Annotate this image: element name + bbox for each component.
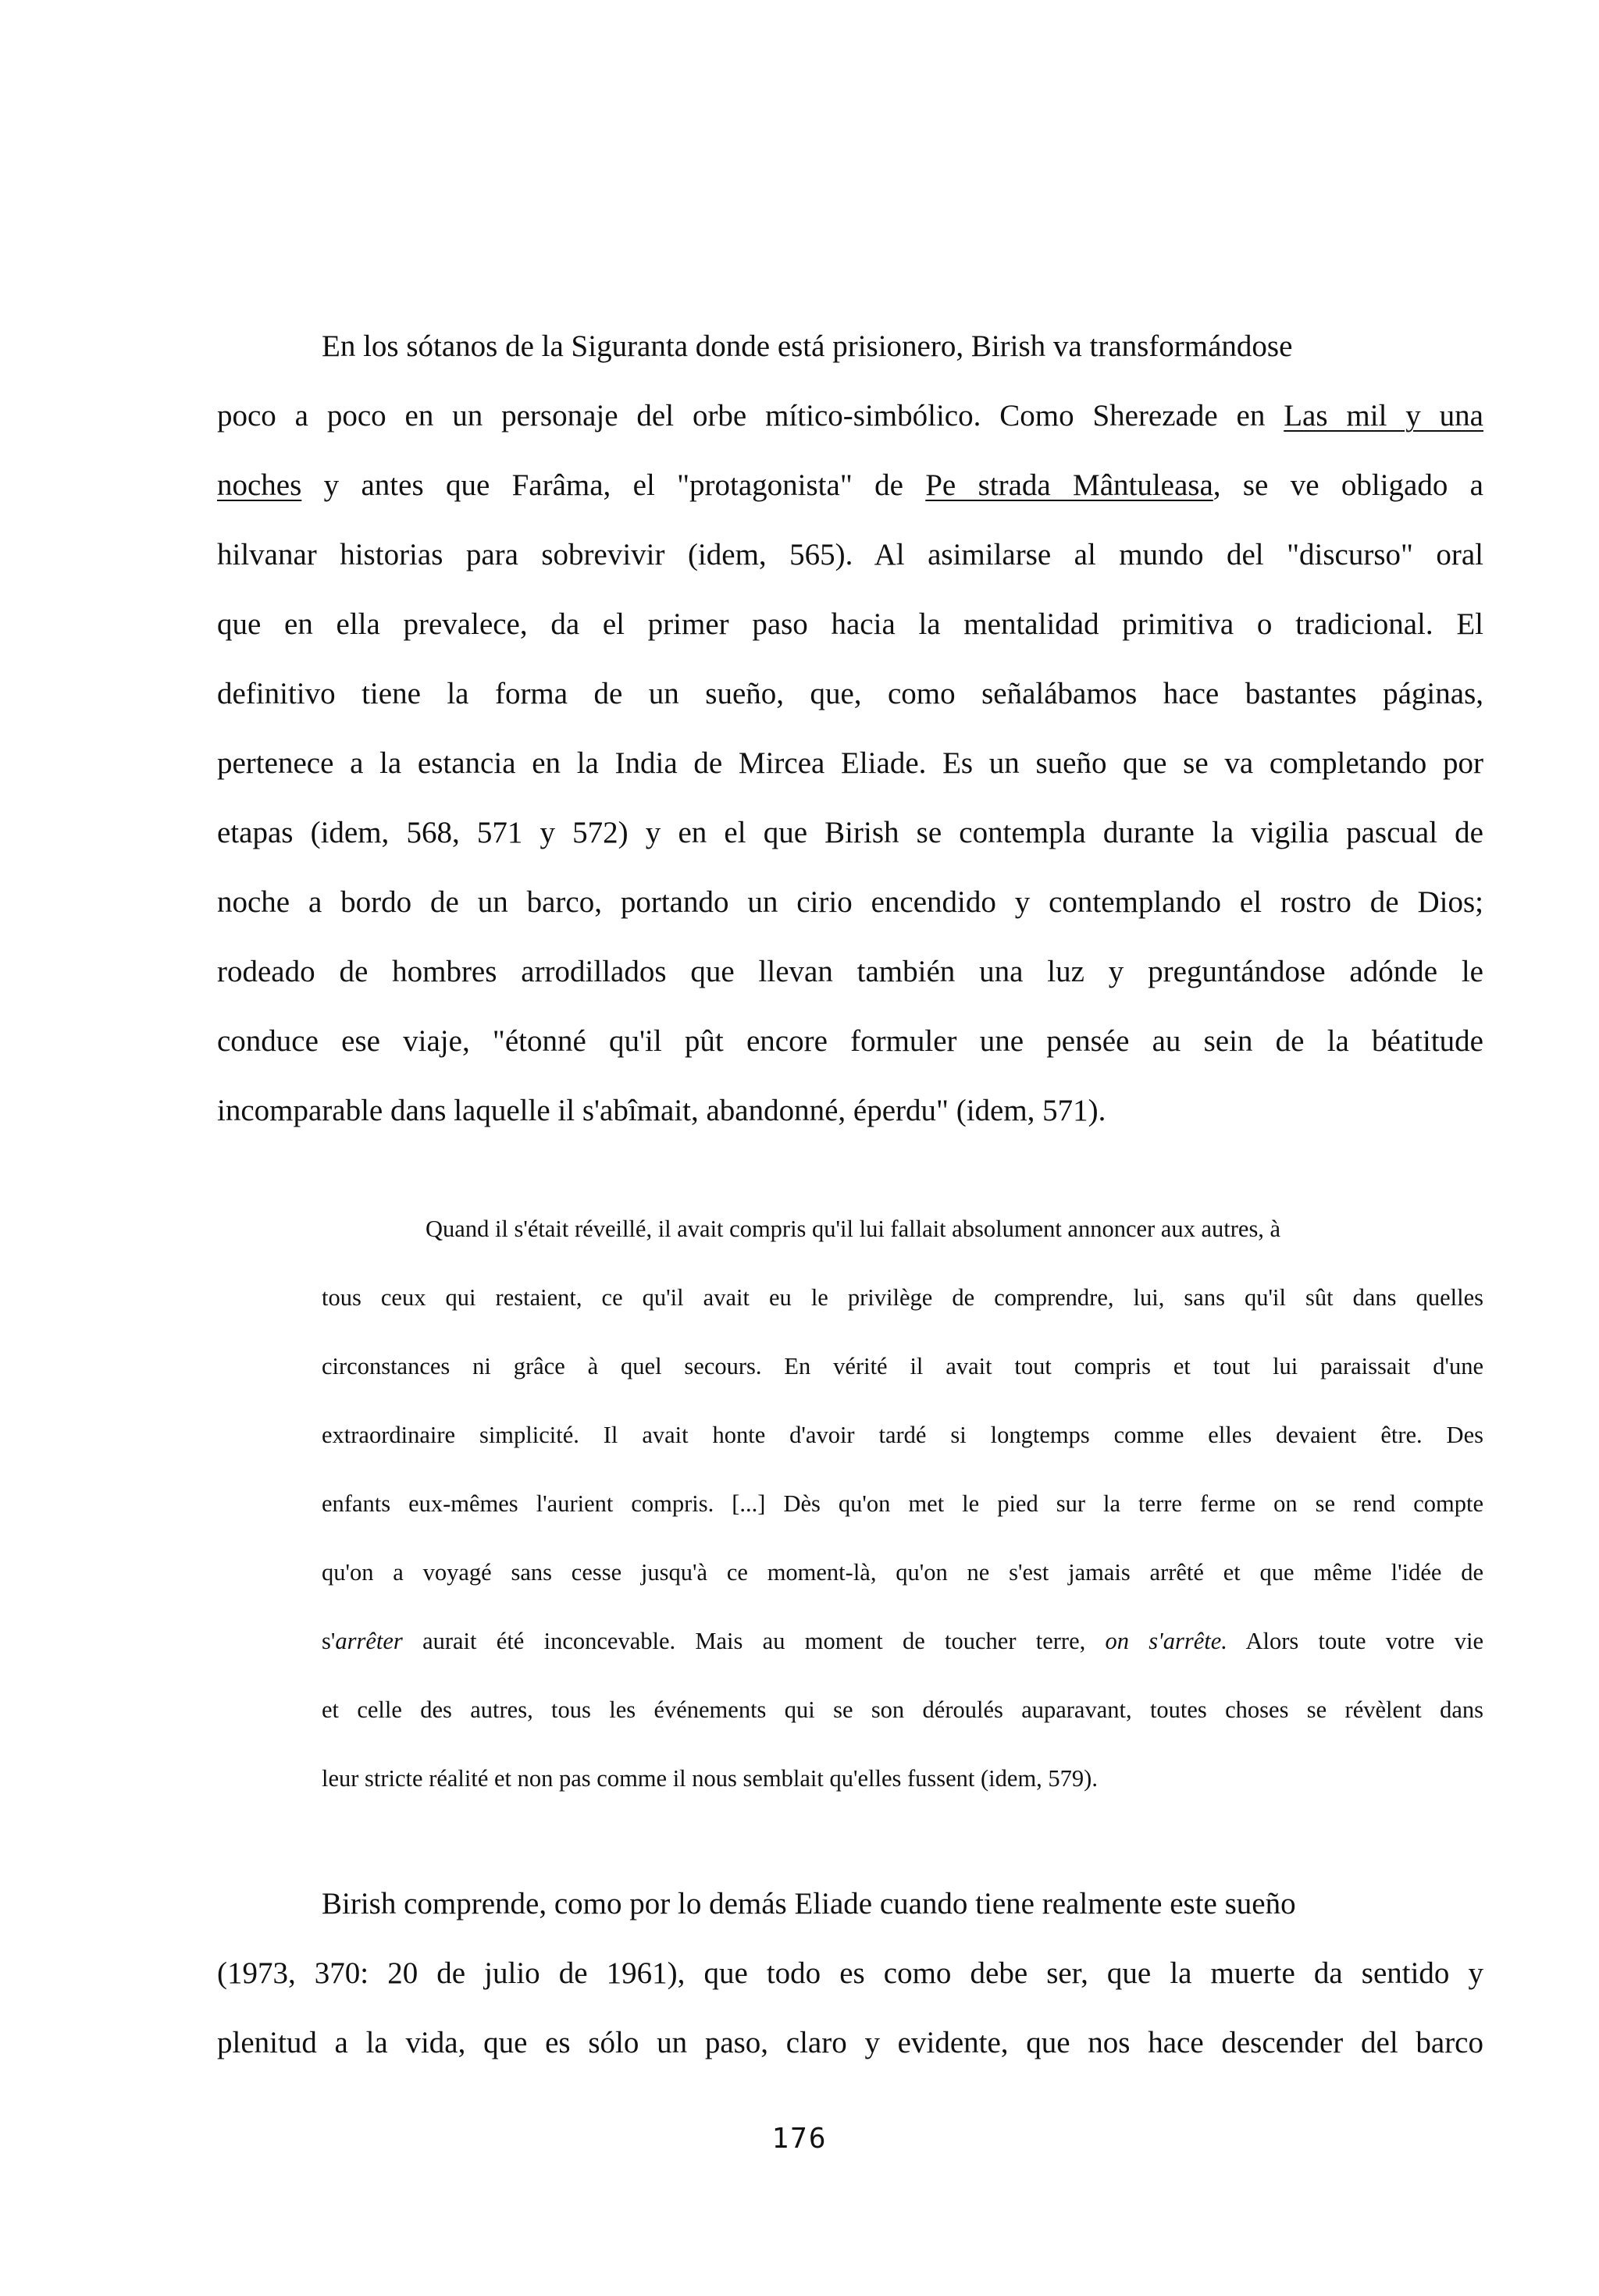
text-run: s' <box>322 1628 336 1654</box>
book-title: noches <box>217 468 302 502</box>
paragraph-line: hilvanar historias para sobrevivir (idem, 565). Al asimilarse al mundo del "discurso" oral <box>217 538 1483 571</box>
text-run: y antes que Farâma, el "protagonista" de <box>301 468 926 502</box>
paragraph-line: rodeado de hombres arrodillados que llevan también una luz y preguntándose adónde le <box>217 955 1483 988</box>
quote-line: Quand il s'était réveillé, il avait compris qu'il lui fallait absolument annoncer aux autres, à <box>426 1216 1281 1242</box>
paragraph-line <box>217 397 1483 435</box>
paragraph-line: (1973, 370: 20 de julio de 1961), que todo es como debe ser, que la muerte da sentido y <box>217 1956 1483 1990</box>
book-title: Las mil y una <box>1284 399 1483 433</box>
text-run: Alors toute votre vie <box>1227 1628 1483 1654</box>
paragraph-line: Birish comprende, como por lo demás Eliade cuando tiene realmente este sueño <box>322 1887 1296 1920</box>
paragraph-line: pertenece a la estancia en la India de Mircea Eliade. Es un sueño que se va completando por <box>217 746 1483 780</box>
quote-line: qu'on a voyagé sans cesse jusqu'à ce moment-là, qu'on ne s'est jamais arrêté et que même l'idée de <box>322 1559 1483 1586</box>
paragraph-line: incomparable dans laquelle il s'abîmait, abandonné, éperdu" (idem, 571). <box>217 1094 1106 1127</box>
quote-line: et celle des autres, tous les événements qui se son déroulés auparavant, toutes choses se révèlent dans <box>322 1696 1483 1723</box>
quote-line: tous ceux qui restaient, ce qu'il avait eu le privilège de comprendre, lui, sans qu'il sût dans quelles <box>322 1284 1483 1311</box>
quote-line <box>322 1626 1483 1656</box>
book-title: Pe strada Mântuleasa <box>925 468 1213 502</box>
paragraph-line: etapas (idem, 568, 571 y 572) y en el que Birish se contempla durante la vigilia pascual de <box>217 816 1483 849</box>
paragraph-line: En los sótanos de la Siguranta donde está prisionero, Birish va transformándose <box>322 329 1293 363</box>
paragraph-line: definitivo tiene la forma de un sueño, que, como señalábamos hace bastantes páginas, <box>217 677 1483 710</box>
italic-text: on s'arrête. <box>1105 1628 1227 1654</box>
quote-line: enfants eux-mêmes l'aurient compris. [...] Dès qu'on met le pied sur la terre ferme on se rend compte <box>322 1490 1483 1517</box>
text-run: aurait été inconcevable. Mais au moment de toucher terre, <box>402 1628 1106 1654</box>
quote-line: leur stricte réalité et non pas comme il nous semblait qu'elles fussent (idem, 579). <box>322 1765 1098 1792</box>
quote-line: circonstances ni grâce à quel secours. En vérité il avait tout compris et tout lui paraissait d'une <box>322 1353 1483 1379</box>
paragraph-line: noche a bordo de un barco, portando un cirio encendido y contemplando el rostro de Dios; <box>217 885 1483 919</box>
text-run: , se ve obligado a <box>1213 468 1483 502</box>
paragraph-line <box>217 467 1483 504</box>
paragraph-line: que en ella prevalece, da el primer paso hacia la mentalidad primitiva o tradicional. El <box>217 607 1483 641</box>
paragraph-line: plenitud a la vida, que es sólo un paso, claro y evidente, que nos hace descender del barco <box>217 2026 1483 2059</box>
paragraph-line: conduce ese viaje, "étonné qu'il pût encore formuler une pensée au sein de la béatitude <box>217 1024 1483 1058</box>
text-run: poco a poco en un personaje del orbe mítico-simbólico. Como Sherezade en <box>217 399 1284 433</box>
italic-text: arrêter <box>335 1628 403 1654</box>
page-number: 176 <box>771 2123 828 2155</box>
quote-line: extraordinaire simplicité. Il avait honte d'avoir tardé si longtemps comme elles devaient être. Des <box>322 1422 1483 1448</box>
